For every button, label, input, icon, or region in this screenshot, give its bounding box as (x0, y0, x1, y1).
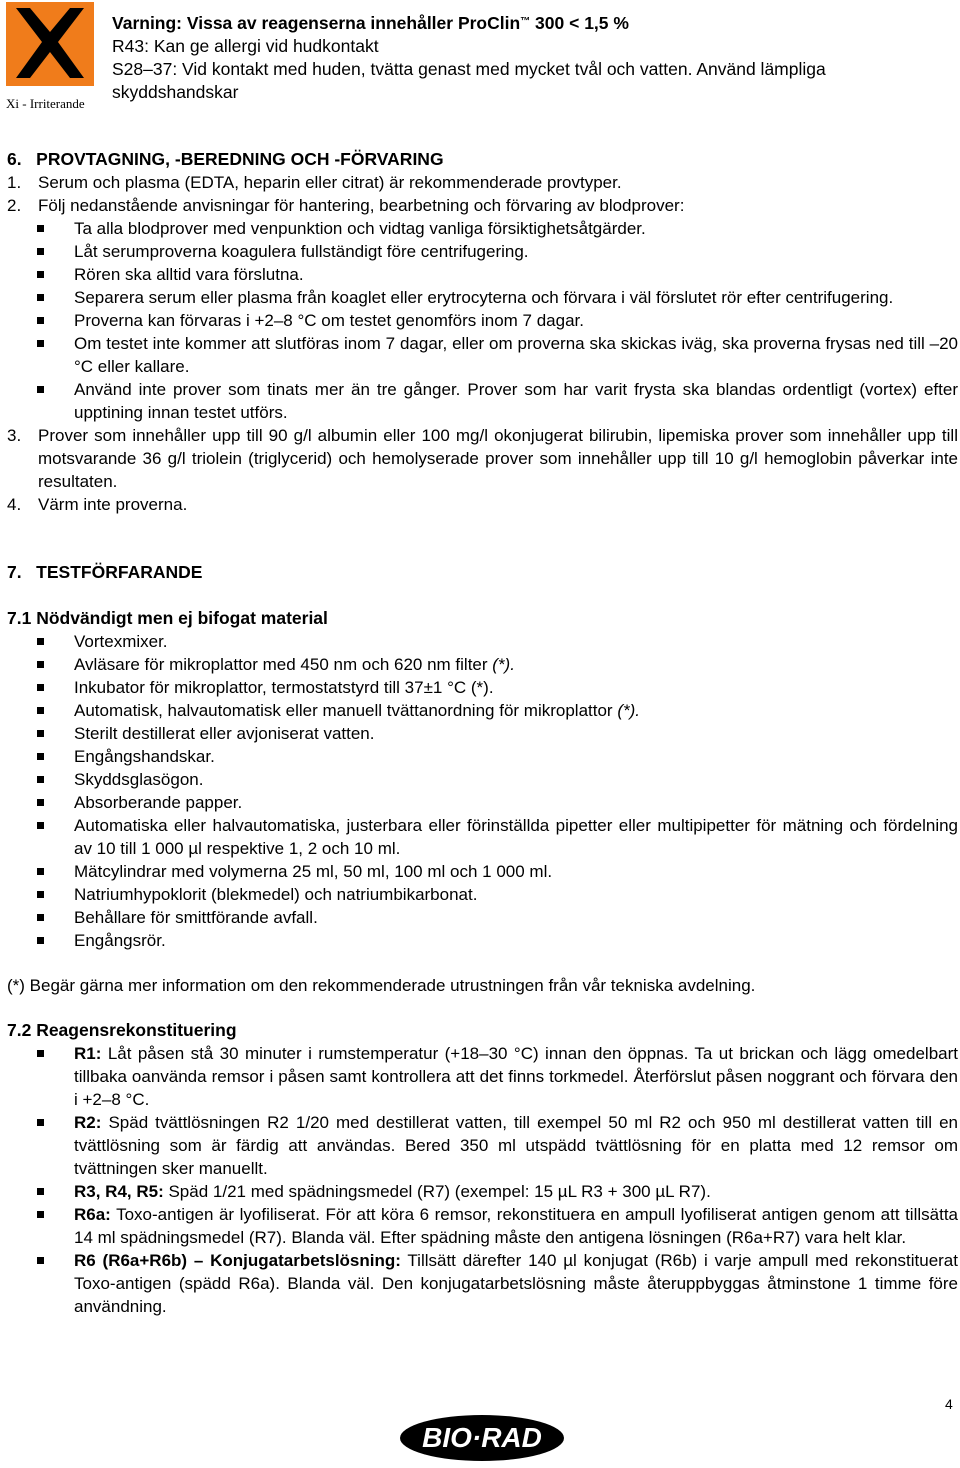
section-7-1-heading: 7.1 Nödvändigt men ej bifogat material (7, 608, 328, 628)
list-item: Proverna kan förvaras i +2–8 °C om testet genomförs inom 7 dagar. (7, 309, 958, 332)
list-item: Avläsare för mikroplattor med 450 nm och 620 nm filter (*). (7, 653, 958, 676)
section-7-2-heading: 7.2 Reagensrekonstituering (7, 1020, 237, 1040)
page-number: 4 (945, 1396, 953, 1412)
svg-text:BIO·RAD: BIO·RAD (422, 1422, 542, 1453)
list-item: Sterilt destillerat eller avjoniserat vatten. (7, 722, 958, 745)
warning-block (112, 12, 952, 104)
list-item: R6a: Toxo-antigen är lyofiliserat. För att köra 6 remsor, rekonstituera en ampull lyofiliserat antigen genom att tillsätta 14 ml spädningsmedel (R7). Blanda väl. Efter spädning måste den antigena lösningen (R6a+R7) vara helt klar. (7, 1203, 958, 1249)
main-content (7, 148, 958, 1318)
list-item: R2: Späd tvättlösningen R2 1/20 med destillerat vatten, till exempel 50 ml R2 och 950 ml destillerat vatten till en tvättlösning som är färdig att användas. Bered 350 ml utspädd tvättlösning för en platta med 12 remsor om tvättningen sker manuellt. (7, 1111, 958, 1180)
list-item: Absorberande papper. (7, 791, 958, 814)
list-item: Skyddsglasögon. (7, 768, 958, 791)
warning-line-1: Varning: Vissa av reagenserna innehåller ProClin™ 300 < 1,5 % (112, 13, 629, 33)
list-item: Låt serumproverna koagulera fullständigt före centrifugering. (7, 240, 958, 263)
hazard-symbol (3, 2, 95, 110)
list-item: Rören ska alltid vara förslutna. (7, 263, 958, 286)
list-item: R6 (R6a+R6b) – Konjugatarbetslösning: Tillsätt därefter 140 µl konjugat (R6b) i varje ampull med rekonstituerat Toxo-antigen (spädd R6a). Blanda väl. Den konjugatarbetslösning måste återuppbyggas åtminstone 1 timme före användning. (7, 1249, 958, 1318)
numbered-item: 3. Prover som innehåller upp till 90 g/l albumin eller 100 mg/l okonjugerat bilirubin, lipemiska prover som innehåller upp till motsvarande 36 g/l triolein (triglycerid) och hemolyserade prover som innehåller upp till 10 g/l hemoglobin påverkar inte resultaten. (7, 426, 958, 491)
numbered-item: 2. Följ nedanstående anvisningar för hantering, bearbetning och förvaring av blodprover: (7, 196, 685, 215)
section-7-heading: 7. TESTFÖRFARANDE (7, 562, 203, 582)
list-item: Engångshandskar. (7, 745, 958, 768)
list-item: Automatiska eller halvautomatiska, justerbara eller förinställda pipetter eller multipipetter för mätning och fördelning av 10 till 1 000 µl respektive 1, 2 och 10 ml. (7, 814, 958, 860)
list-item: Mätcylindrar med volymerna 25 ml, 50 ml, 100 ml och 1 000 ml. (7, 860, 958, 883)
list-item: R3, R4, R5: Späd 1/21 med spädningsmedel (R7) (exempel: 15 µL R3 + 300 µL R7). (7, 1180, 958, 1203)
list-item: Använd inte prover som tinats mer än tre gånger. Prover som har varit frysta ska blandas ordentligt (vortex) efter upptining innan testet utförs. (7, 378, 958, 424)
hazard-label: Xi - Irriterande (6, 96, 85, 111)
list-item: Inkubator för mikroplattor, termostatstyrd till 37±1 °C (*). (7, 676, 958, 699)
list-item: R1: Låt påsen stå 30 minuter i rumstemperatur (+18–30 °C) innan den öppnas. Ta ut brickan och lägg omedelbart tillbaka oanvända remsor i påsen samt kontrollera att det finns torkmedel. Återförslut påsen noggrant och förvara den i +2–8 °C. (7, 1042, 958, 1111)
list-item: Vortexmixer. (7, 630, 958, 653)
list-item: Separera serum eller plasma från koaglet eller erytrocyterna och förvara i väl förslutet rör efter centrifugering. (7, 286, 958, 309)
irritant-x-icon (6, 2, 94, 86)
materials-list (7, 630, 958, 952)
numbered-item: 1. Serum och plasma (EDTA, heparin eller citrat) är rekommenderade provtyper. (7, 173, 622, 192)
warning-line-4: skyddshandskar (112, 82, 239, 102)
list-item: Engångsrör. (7, 929, 958, 952)
list-item: Automatisk, halvautomatisk eller manuell tvättanordning för mikroplattor (*). (7, 699, 958, 722)
numbered-item: 4. Värm inte proverna. (7, 495, 188, 514)
list-item: Natriumhypoklorit (blekmedel) och natriumbikarbonat. (7, 883, 958, 906)
list-item: Behållare för smittförande avfall. (7, 906, 958, 929)
list-item: Om testet inte kommer att slutföras inom 7 dagar, eller om proverna ska skickas iväg, ska proverna frysas ned till –20 °C eller kallare. (7, 332, 958, 378)
reagent-list (7, 1042, 958, 1318)
section-6-heading: 6. PROVTAGNING, -BEREDNING OCH -FÖRVARING (7, 149, 444, 169)
list-item: Ta alla blodprover med venpunktion och vidtag vanliga försiktighetsåtgärder. (7, 217, 958, 240)
bio-rad-logo (399, 1414, 565, 1462)
sample-handling-list (7, 217, 958, 424)
warning-line-2: R43: Kan ge allergi vid hudkontakt (112, 36, 379, 56)
footnote: (*) Begär gärna mer information om den rekommenderade utrustningen från vår tekniska avdelning. (7, 976, 756, 995)
warning-line-3: S28–37: Vid kontakt med huden, tvätta genast med mycket tvål och vatten. Använd lämpliga (112, 59, 826, 79)
